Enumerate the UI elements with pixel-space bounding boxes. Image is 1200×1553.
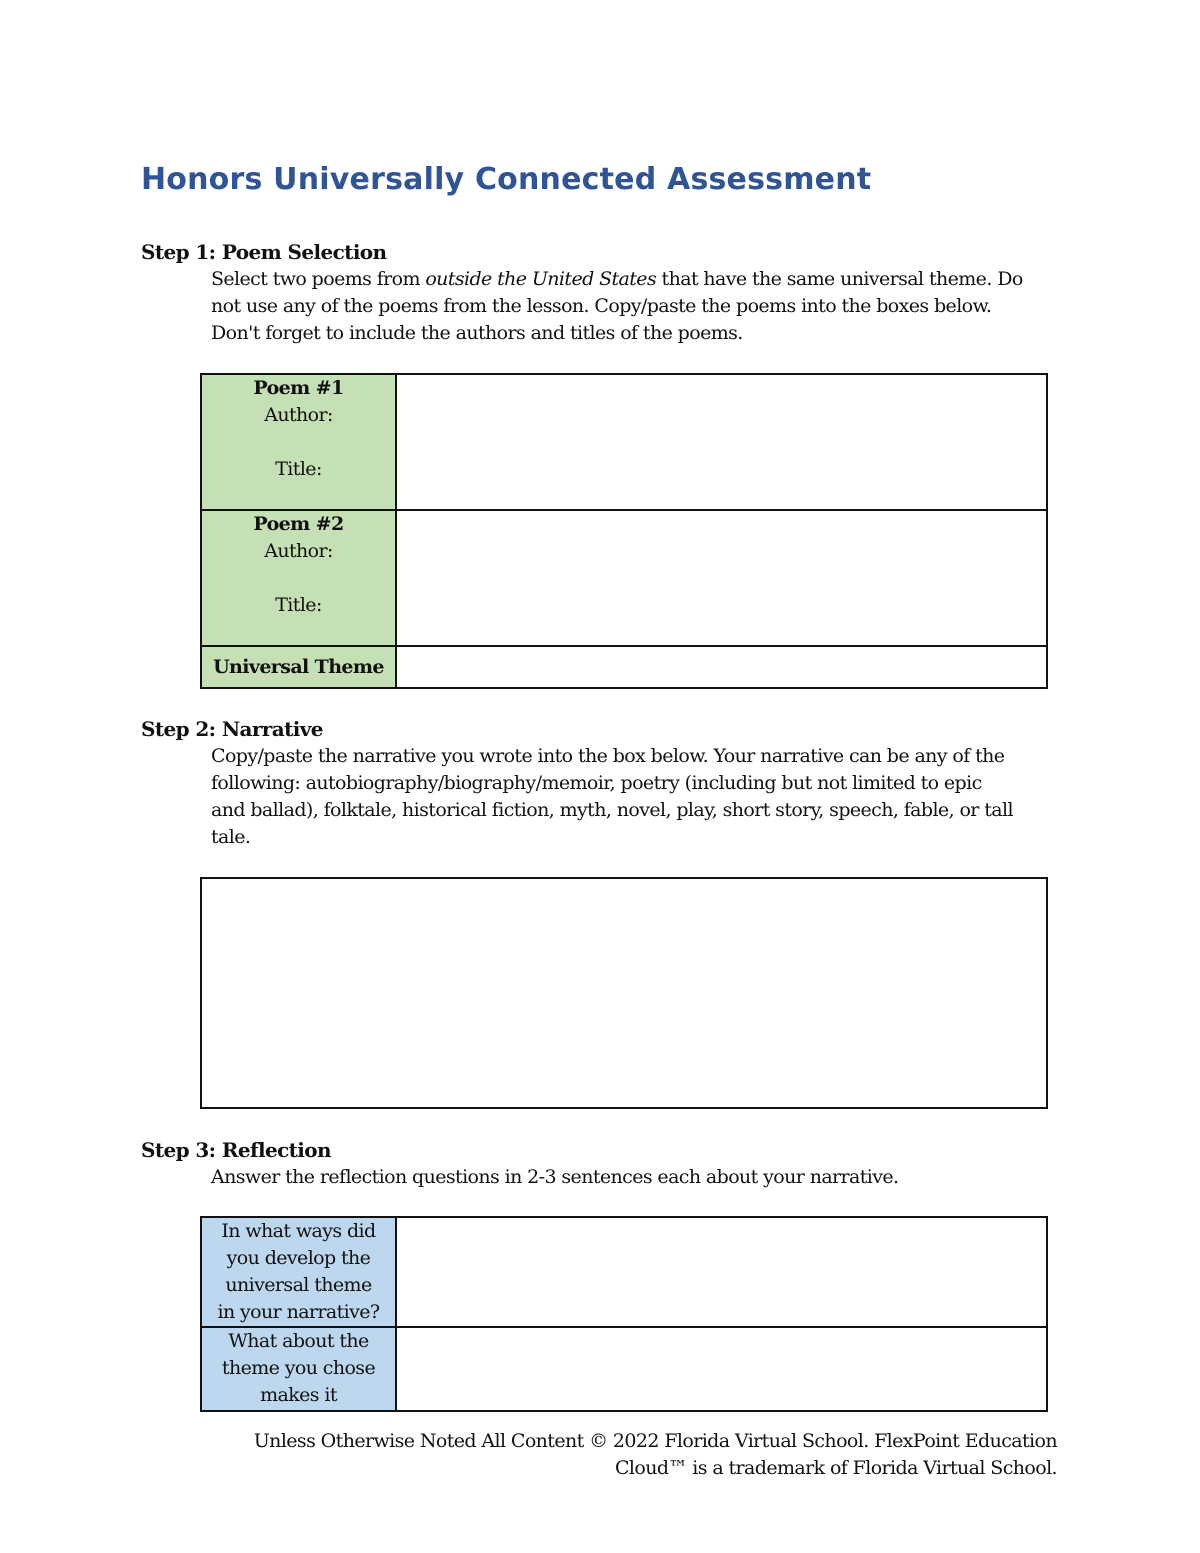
step3-instructions: Answer the reflection questions in 2-3 sentences each about your narrative.	[211, 1166, 899, 1188]
text: in your narrative?	[217, 1301, 380, 1323]
text: Copy/paste the narrative you wrote into the box below. Your narrative can be any of the	[211, 745, 1005, 767]
step2-instructions	[211, 743, 1071, 851]
page-title: Honors Universally Connected Assessment	[141, 162, 872, 197]
step2-heading: Step 2: Narrative	[141, 717, 323, 741]
text: In what ways did	[221, 1220, 376, 1242]
text: tale.	[211, 826, 251, 848]
poem-table	[200, 373, 1048, 689]
text: theme you chose	[221, 1357, 376, 1379]
text: Unless Otherwise Noted All Content © 2022 Florida Virtual School. FlexPoint Education	[253, 1430, 1057, 1452]
text: not use any of the poems from the lesson. Copy/paste the poems into the boxes below.	[211, 295, 992, 317]
theme-input-cell[interactable]	[396, 646, 1047, 688]
title-label: Title:	[275, 594, 322, 616]
text: Don't forget to include the authors and titles of the poems.	[211, 322, 743, 344]
step3-heading: Step 3: Reflection	[141, 1138, 331, 1162]
poem2-heading: Poem #2	[253, 513, 344, 535]
text: following: autobiography/biography/memoir, poetry (including but not limited to epic	[211, 772, 982, 794]
text: you develop the	[226, 1247, 371, 1269]
step1-instructions	[211, 266, 1071, 347]
text: What about the	[228, 1330, 369, 1352]
theme-label: Universal Theme	[213, 655, 384, 678]
question1-cell	[201, 1217, 396, 1327]
narrative-input-box[interactable]	[200, 877, 1048, 1109]
copyright-footer	[254, 1428, 1057, 1482]
emphasis-text: outside the United States	[425, 268, 657, 290]
poem1-label-cell	[201, 374, 396, 510]
poem2-label-cell	[201, 510, 396, 646]
answer1-cell[interactable]	[396, 1217, 1047, 1327]
question2-cell	[201, 1327, 396, 1411]
text: and ballad), folktale, historical fiction, myth, novel, play, short story, speech, fable, or tall	[211, 799, 1013, 821]
author-label: Author:	[264, 540, 333, 562]
title-label: Title:	[275, 458, 322, 480]
theme-label-cell	[201, 646, 396, 688]
text: that have the same universal theme. Do	[656, 268, 1023, 290]
reflection-table	[200, 1216, 1048, 1412]
text: makes it	[260, 1384, 337, 1406]
step1-heading: Step 1: Poem Selection	[141, 240, 387, 264]
answer2-cell[interactable]	[396, 1327, 1047, 1411]
poem1-input-cell[interactable]	[396, 374, 1047, 510]
text: Select two poems from	[211, 268, 426, 290]
poem1-heading: Poem #1	[253, 377, 344, 399]
text: universal theme	[225, 1274, 372, 1296]
text: Cloud™ is a trademark of Florida Virtual School.	[614, 1457, 1057, 1479]
author-label: Author:	[264, 404, 333, 426]
poem2-input-cell[interactable]	[396, 510, 1047, 646]
